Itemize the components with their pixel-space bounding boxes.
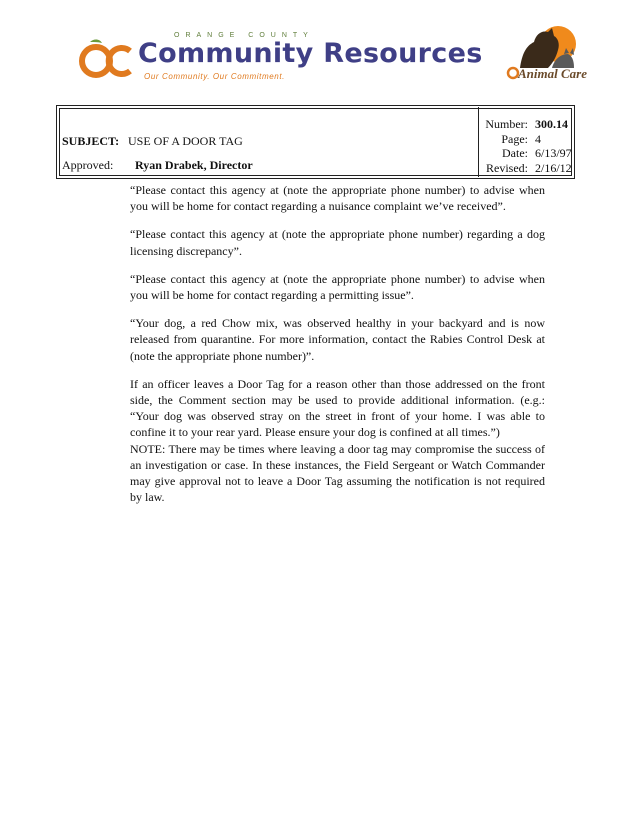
meta-labels [472, 117, 528, 175]
oc-orange-mark-icon [78, 38, 136, 78]
org-tagline: Our Community. Our Commitment. [144, 72, 285, 81]
paragraph-licensing: “Please contact this agency at (note the appropriate phone number) regarding a dog licensing discrepancy”. [130, 227, 545, 258]
subject-value: USE OF A DOOR TAG [128, 134, 243, 148]
approved-value: Ryan Drabek, Director [135, 158, 253, 172]
org-name: Community Resources [138, 38, 483, 69]
subject-label: SUBJECT: [62, 134, 120, 148]
paragraph-comment-section: If an officer leaves a Door Tag for a reason other than those addressed on the front side, the Comment section may be used to provide additional information. (e.g.: “Your dog was observed stray on the street in front of your home. I was able to confine it to your rear yard. Please ensure your dog is confined at all times.”) [130, 376, 545, 440]
meta-values [535, 117, 572, 175]
date-label: Date: [502, 146, 528, 160]
policy-body [130, 182, 545, 517]
paragraph-note: NOTE: There may be times where leaving a door tag may compromise the success of an investigation or case. In these instances, the Field Sergeant or Watch Commander may give approval not to leave a Door Tag assuming the notification is not required by law. [130, 441, 545, 505]
paragraph-nuisance: “Please contact this agency at (note the appropriate phone number) to advise when you will be home for contact regarding a nuisance complaint we’ve received”. [130, 183, 545, 214]
paragraph-permitting: “Please contact this agency at (note the appropriate phone number) to advise when you will be home for contact regarding a permitting issue”. [130, 271, 545, 303]
number-label: Number: [485, 117, 528, 131]
approved-label: Approved: [62, 158, 114, 172]
org-small-title: ORANGE COUNTY [174, 32, 314, 39]
date-value: 6/13/97 [535, 146, 572, 160]
oc-community-resources-logo [78, 32, 483, 84]
revised-label: Revised: [486, 160, 528, 175]
paragraph-quarantine: “Your dog, a red Chow mix, was observed healthy in your backyard and is now released from quarantine. For more information, contact the Rabies Control Desk at (note the appropriate phone number)”. [130, 316, 545, 363]
oc-animal-care-logo [506, 24, 586, 86]
number-value: 300.14 [535, 117, 568, 131]
page-value: 4 [535, 131, 541, 146]
animal-silhouette-icon [512, 24, 582, 68]
revised-value: 2/16/12 [535, 160, 572, 175]
page-label: Page: [501, 131, 528, 146]
animal-care-name: Animal Care [518, 66, 587, 81]
